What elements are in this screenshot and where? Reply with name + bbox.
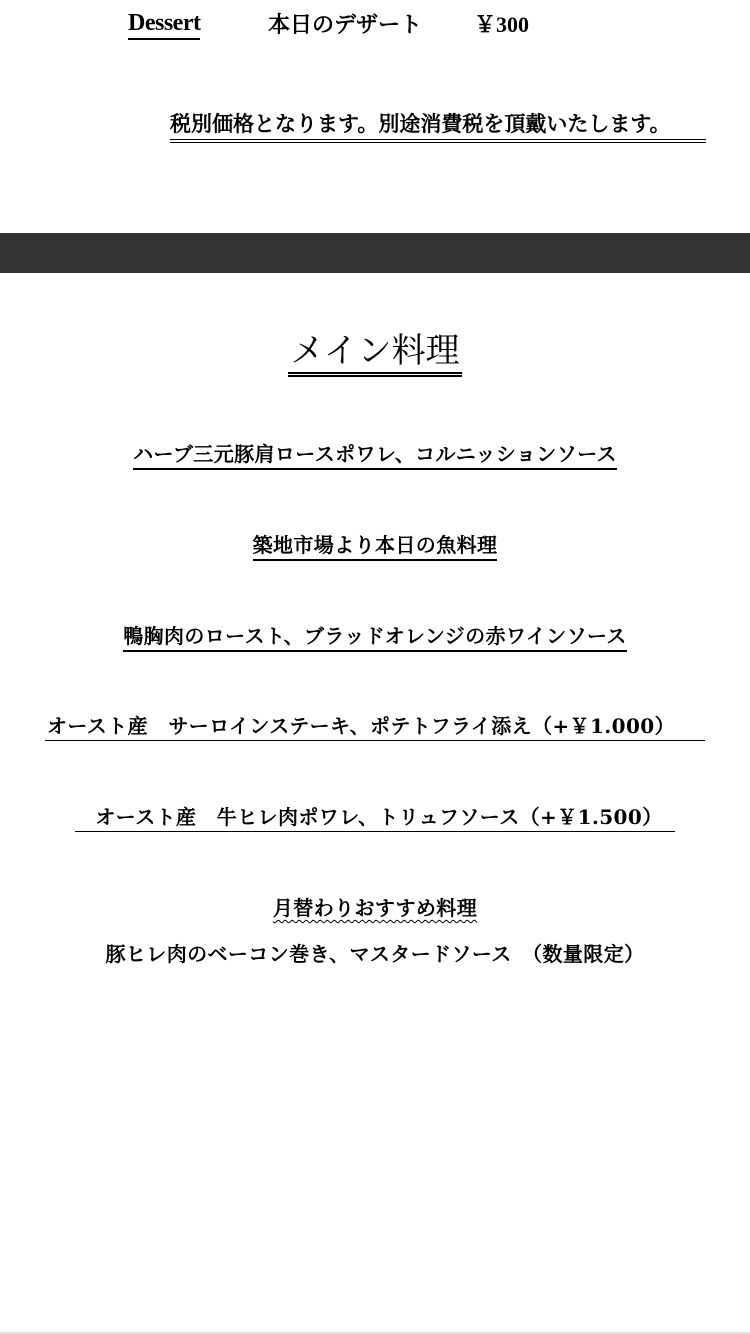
dessert-row xyxy=(0,6,750,46)
main-title: メイン料理 xyxy=(288,330,461,377)
dish-item xyxy=(0,712,750,741)
dessert-price: ￥300 xyxy=(474,12,530,37)
dish-name: 鴨胸肉のロースト、ブラッドオレンジの赤ワインソース xyxy=(123,622,627,652)
dish-name: オースト産 サーロインステーキ、ポテトフライ添え（+￥1.000） xyxy=(45,712,705,741)
monthly-dish-item xyxy=(0,940,750,968)
dish-item xyxy=(0,531,750,561)
dish-name: 築地市場より本日の魚料理 xyxy=(253,531,498,561)
dessert-name: 本日のデザート xyxy=(268,12,423,38)
dish-name: オースト産 牛ヒレ肉ポワレ、トリュフソース（+￥1.500） xyxy=(75,803,674,832)
dish-item xyxy=(0,622,750,652)
monthly-recommendation-heading xyxy=(0,894,750,922)
tax-note: 税別価格となります。別途消費税を頂戴いたします。 xyxy=(170,110,706,143)
dish-name: ハーブ三元豚肩ロースポワレ、コルニッションソース xyxy=(133,440,617,470)
dish-item xyxy=(0,803,750,832)
dessert-label: Dessert xyxy=(128,8,200,40)
monthly-dish-name: 豚ヒレ肉のベーコン巻き、マスタードソース （数量限定） xyxy=(105,942,645,966)
monthly-title: 月替わりおすすめ料理 xyxy=(272,896,478,920)
dish-item xyxy=(0,440,750,470)
section-divider-band xyxy=(0,233,750,273)
main-section xyxy=(0,330,750,377)
